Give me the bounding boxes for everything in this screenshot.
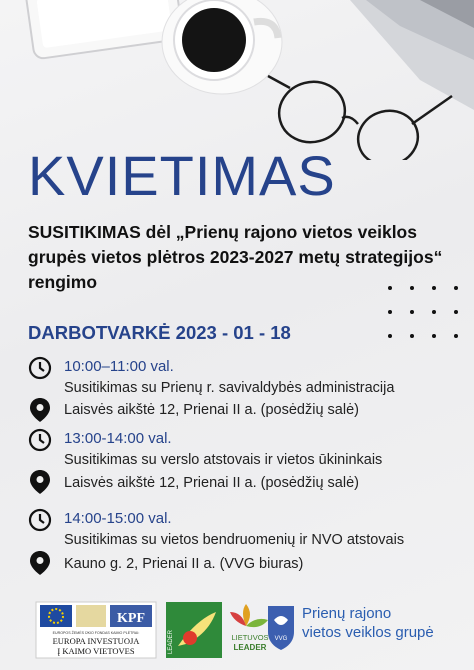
- agenda-place-1: Laisvės aikštė 12, Prienai II a. (posėdžių salė): [64, 402, 359, 418]
- agenda-heading: DARBOTVARKĖ 2023 - 01 - 18: [28, 322, 291, 343]
- agenda-desc-2: Susitikimas su verslo atstovais ir vietos ūkininkais: [64, 452, 383, 468]
- agenda-time-1: 10:00–11:00 val.: [64, 358, 174, 375]
- meeting-subtitle: SUSITIKIMAS dėl „Prienų rajono vietos veiklos grupės vietos plėtros 2023-2027 metų strategijos“ rengimo: [28, 222, 443, 292]
- location-pin-icon: [28, 551, 52, 575]
- clock-icon: [28, 428, 52, 452]
- agenda-item-3: [28, 508, 62, 532]
- leader-logo: [166, 602, 222, 658]
- page-title: KVIETIMAS: [28, 144, 336, 207]
- decorative-dots: [382, 278, 474, 348]
- clock-icon: [28, 356, 52, 380]
- laptop-image: [350, 0, 474, 110]
- agenda-place-2: Laisvės aikštė 12, Prienai II a. (posėdžių salė): [64, 475, 359, 491]
- vvg-badge-label: VVG: [274, 636, 288, 642]
- lietuvos-leader-logo: [230, 604, 269, 652]
- vvg-badge-logo: [268, 606, 294, 650]
- agenda-time-3: 14:00-15:00 val.: [64, 510, 172, 527]
- agenda-item-1: [28, 356, 62, 380]
- agenda-place-row-3: [28, 551, 62, 575]
- header-photo: [0, 0, 474, 160]
- agenda-place-3: Kauno g. 2, Prienai II a. (VVG biuras): [64, 556, 304, 572]
- leader-vertical-label: LEADER: [168, 629, 174, 654]
- eu-line1: EUROPOS ŽEMĖS ŪKIO FONDAS KAIMO PLĖTRAI:: [52, 631, 140, 635]
- vvg-organization-name: [302, 604, 434, 642]
- coffee-cup-image: [162, 0, 282, 94]
- vvg-name-line2: vietos veiklos grupė: [302, 624, 434, 641]
- eu-line2: EUROPA INVESTUOJA: [52, 636, 140, 646]
- phone-image: [25, 0, 183, 59]
- agenda-place-row-1: [28, 398, 62, 422]
- eu-kpf-logo: [36, 602, 156, 658]
- agenda-desc-1: Susitikimas su Prienų r. savivaldybės administracija: [64, 380, 395, 396]
- clock-icon: [28, 508, 52, 532]
- agenda-desc-3: Susitikimas su vietos bendruomenių ir NVO atstovais: [64, 532, 405, 548]
- kpf-label: KPF: [117, 611, 145, 626]
- vvg-name-line1: Prienų rajono: [302, 605, 392, 622]
- location-pin-icon: [28, 470, 52, 494]
- location-pin-icon: [28, 398, 52, 422]
- eu-line3: Į KAIMO VIETOVES: [57, 646, 135, 656]
- lt-leader-line1: LIETUVOS: [231, 633, 269, 642]
- agenda-item-2: [28, 428, 62, 452]
- agenda-place-row-2: [28, 470, 62, 494]
- lt-leader-line2: LEADER: [233, 643, 267, 652]
- agenda-time-2: 13:00-14:00 val.: [64, 430, 172, 447]
